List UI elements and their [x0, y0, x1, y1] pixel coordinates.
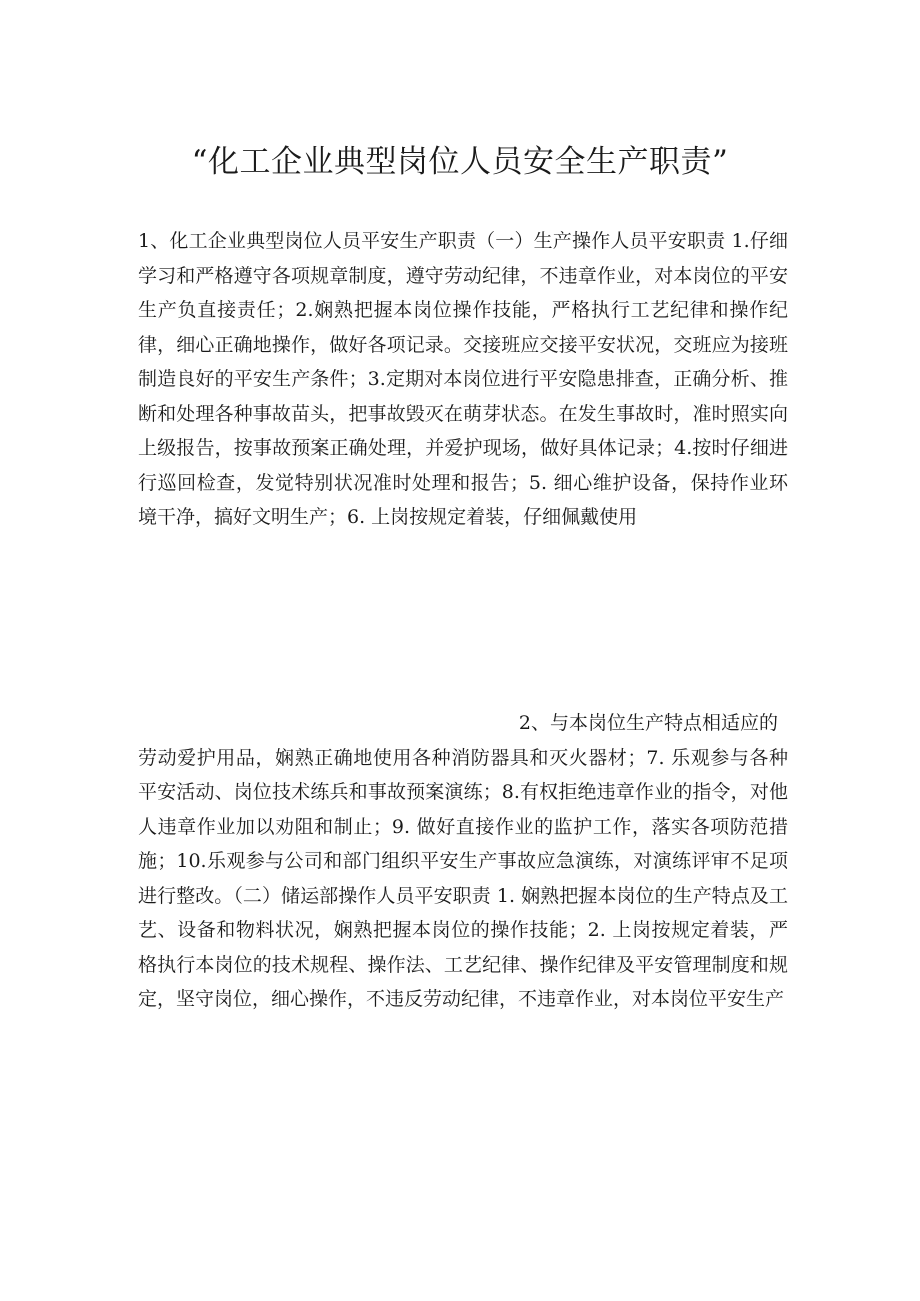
body-paragraph-1: 1、化工企业典型岗位人员平安生产职责（一）生产操作人员平安职责 1.仔细学习和严格遵守各项规章制度，遵守劳动纪律，不违章作业，对本岗位的平安生产负直接责任；2.娴熟把握本岗位操作技能，严格执行工艺纪律和操作纪律，细心正确地操作，做好各项记录。交接班应交接平安状况，交班应为接班制造良好的平安生产条件；3.定期对本岗位进行平安隐患排查，正确分析、推断和处理各种事故苗头，把事故毁灭在萌芽状态。在发生事故时，准时照实向上级报告，按事故预案正确处理，并爱护现场，做好具体记录；4.按时仔细进行巡回检查，发觉特别状况准时处理和报告；5. 细心维护设备，保持作业环境干净，搞好文明生产；6. 上岗按规定着装，仔细佩戴使用	[138, 230, 788, 528]
body-paragraph-2: 劳动爱护用品，娴熟正确地使用各种消防器具和灭火器材；7. 乐观参与各种平安活动、岗位技术练兵和事故预案演练；8.有权拒绝违章作业的指令，对他人违章作业加以劝阻和制止；9. 做好直接作业的监护工作，落实各项防范措施；10.乐观参与公司和部门组织平安生产事故应急演练，对演练评审不足项进行整改。（二）储运部操作人员平安职责 1. 娴熟把握本岗位的生产特点及工艺、设备和物料状况，娴熟把握本岗位的操作技能；2. 上岗按规定着装，严格执行本岗位的技术规程、操作法、工艺纪律、操作纪律及平安管理制度和规定，坚守岗位，细心操作，不违反劳动纪律，不违章作业，对本岗位平安生产	[138, 746, 788, 1010]
body-paragraph-2-block	[138, 706, 788, 1017]
document-title: “化工企业典型岗位人员安全生产职责”	[191, 144, 729, 180]
body-paragraph-2-lead: 2、与本岗位生产特点相适应的	[518, 712, 778, 734]
